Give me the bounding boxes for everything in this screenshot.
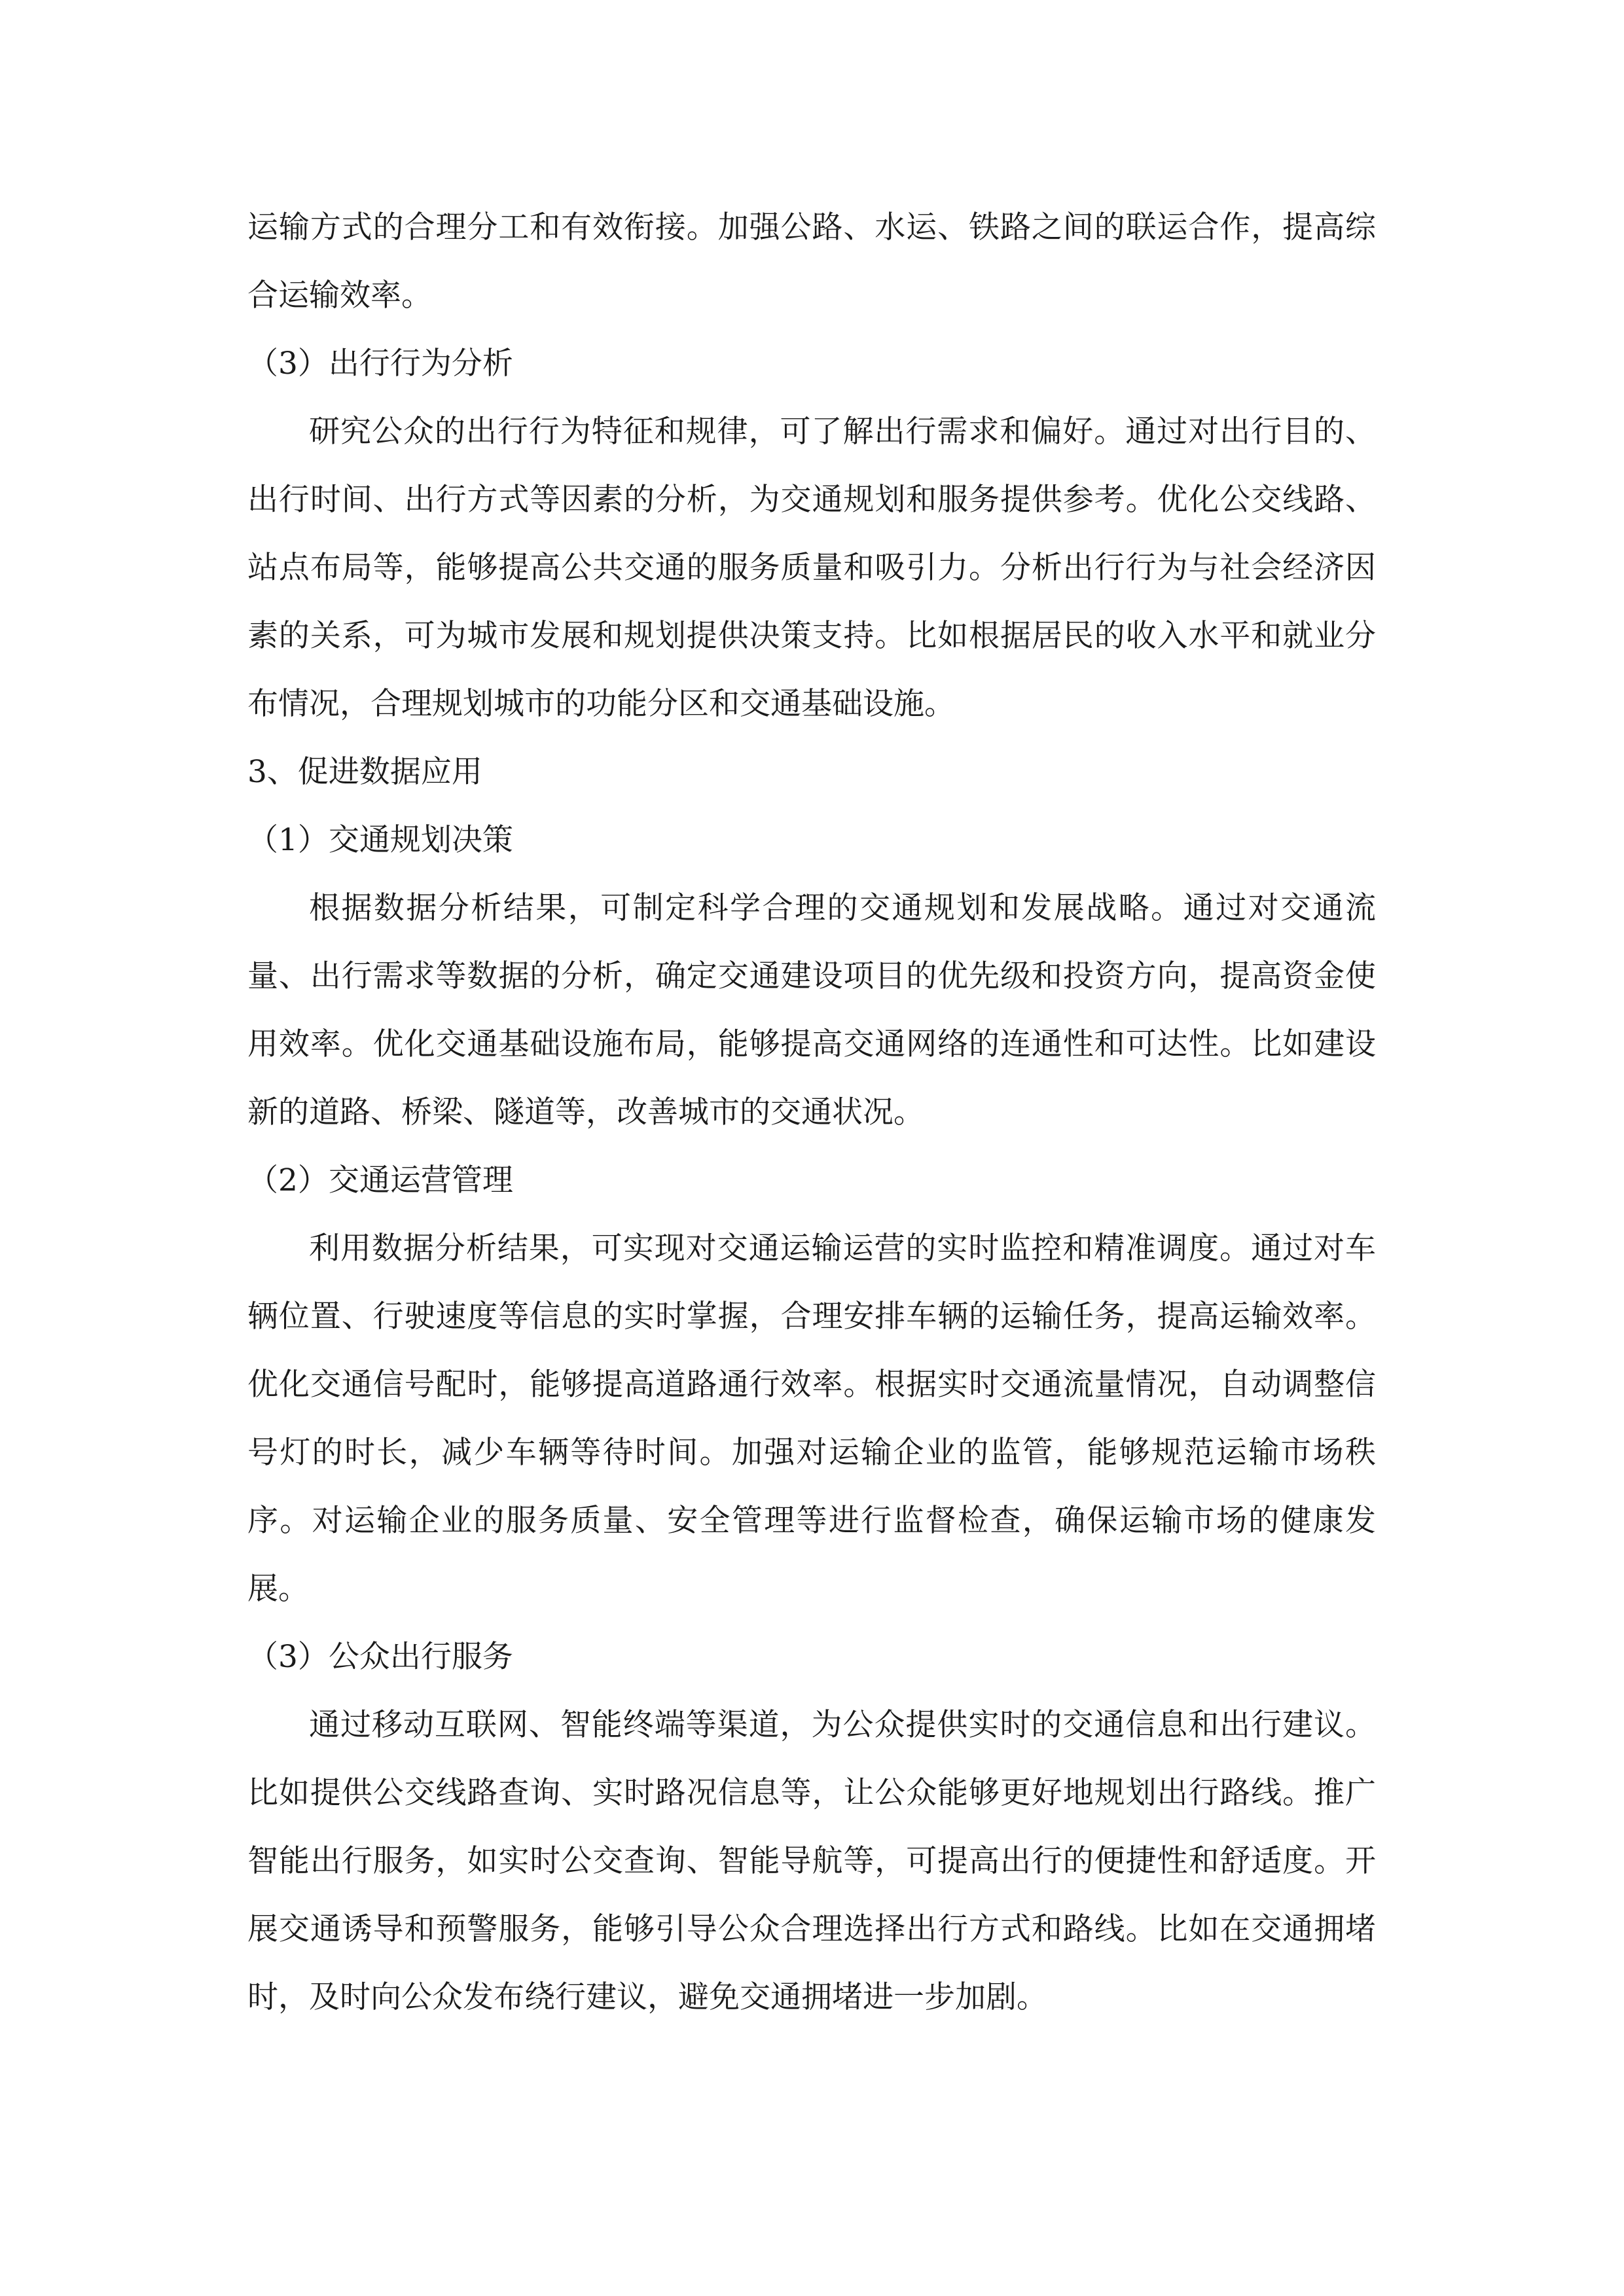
continued-paragraph: 运输方式的合理分工和有效衔接。加强公路、水运、铁路之间的联运合作，提高综合运输效率。 bbox=[247, 209, 1376, 314]
subheading-public-travel-service: （3）公众出行服务 bbox=[247, 1639, 513, 1675]
document-body bbox=[247, 194, 1376, 2032]
subheading-planning-decision: （1）交通规划决策 bbox=[247, 822, 513, 858]
subheading-travel-behavior: （3）出行行为分析 bbox=[247, 346, 513, 382]
subheading-operations-management: （2）交通运营管理 bbox=[247, 1162, 513, 1198]
paragraph-travel-behavior: 研究公众的出行行为特征和规律，可了解出行需求和偏好。通过对出行目的、出行时间、出行方式等因素的分析，为交通规划和服务提供参考。优化公交线路、站点布局等，能够提高公共交通的服务质量和吸引力。分析出行行为与社会经济因素的关系，可为城市发展和规划提供决策支持。比如根据居民的收入水平和就业分布情况，合理规划城市的功能分区和交通基础设施。 bbox=[247, 414, 1376, 722]
paragraph-operations-management: 利用数据分析结果，可实现对交通运输运营的实时监控和精准调度。通过对车辆位置、行驶速度等信息的实时掌握，合理安排车辆的运输任务，提高运输效率。优化交通信号配时，能够提高道路通行效率。根据实时交通流量情况，自动调整信号灯的时长，减少车辆等待时间。加强对运输企业的监管，能够规范运输市场秩序。对运输企业的服务质量、安全管理等进行监督检查，确保运输市场的健康发展。 bbox=[247, 1230, 1376, 1607]
paragraph-planning-decision: 根据数据分析结果，可制定科学合理的交通规划和发展战略。通过对交通流量、出行需求等数据的分析，确定交通建设项目的优先级和投资方向，提高资金使用效率。优化交通基础设施布局，能够提高交通网络的连通性和可达性。比如建设新的道路、桥梁、隧道等，改善城市的交通状况。 bbox=[247, 890, 1376, 1130]
heading-data-application: 3、促进数据应用 bbox=[247, 754, 482, 790]
paragraph-public-travel-service: 通过移动互联网、智能终端等渠道，为公众提供实时的交通信息和出行建议。比如提供公交线路查询、实时路况信息等，让公众能够更好地规划出行路线。推广智能出行服务，如实时公交查询、智能导航等，可提高出行的便捷性和舒适度。开展交通诱导和预警服务，能够引导公众合理选择出行方式和路线。比如在交通拥堵时，及时向公众发布绕行建议，避免交通拥堵进一步加剧。 bbox=[247, 1707, 1376, 2015]
